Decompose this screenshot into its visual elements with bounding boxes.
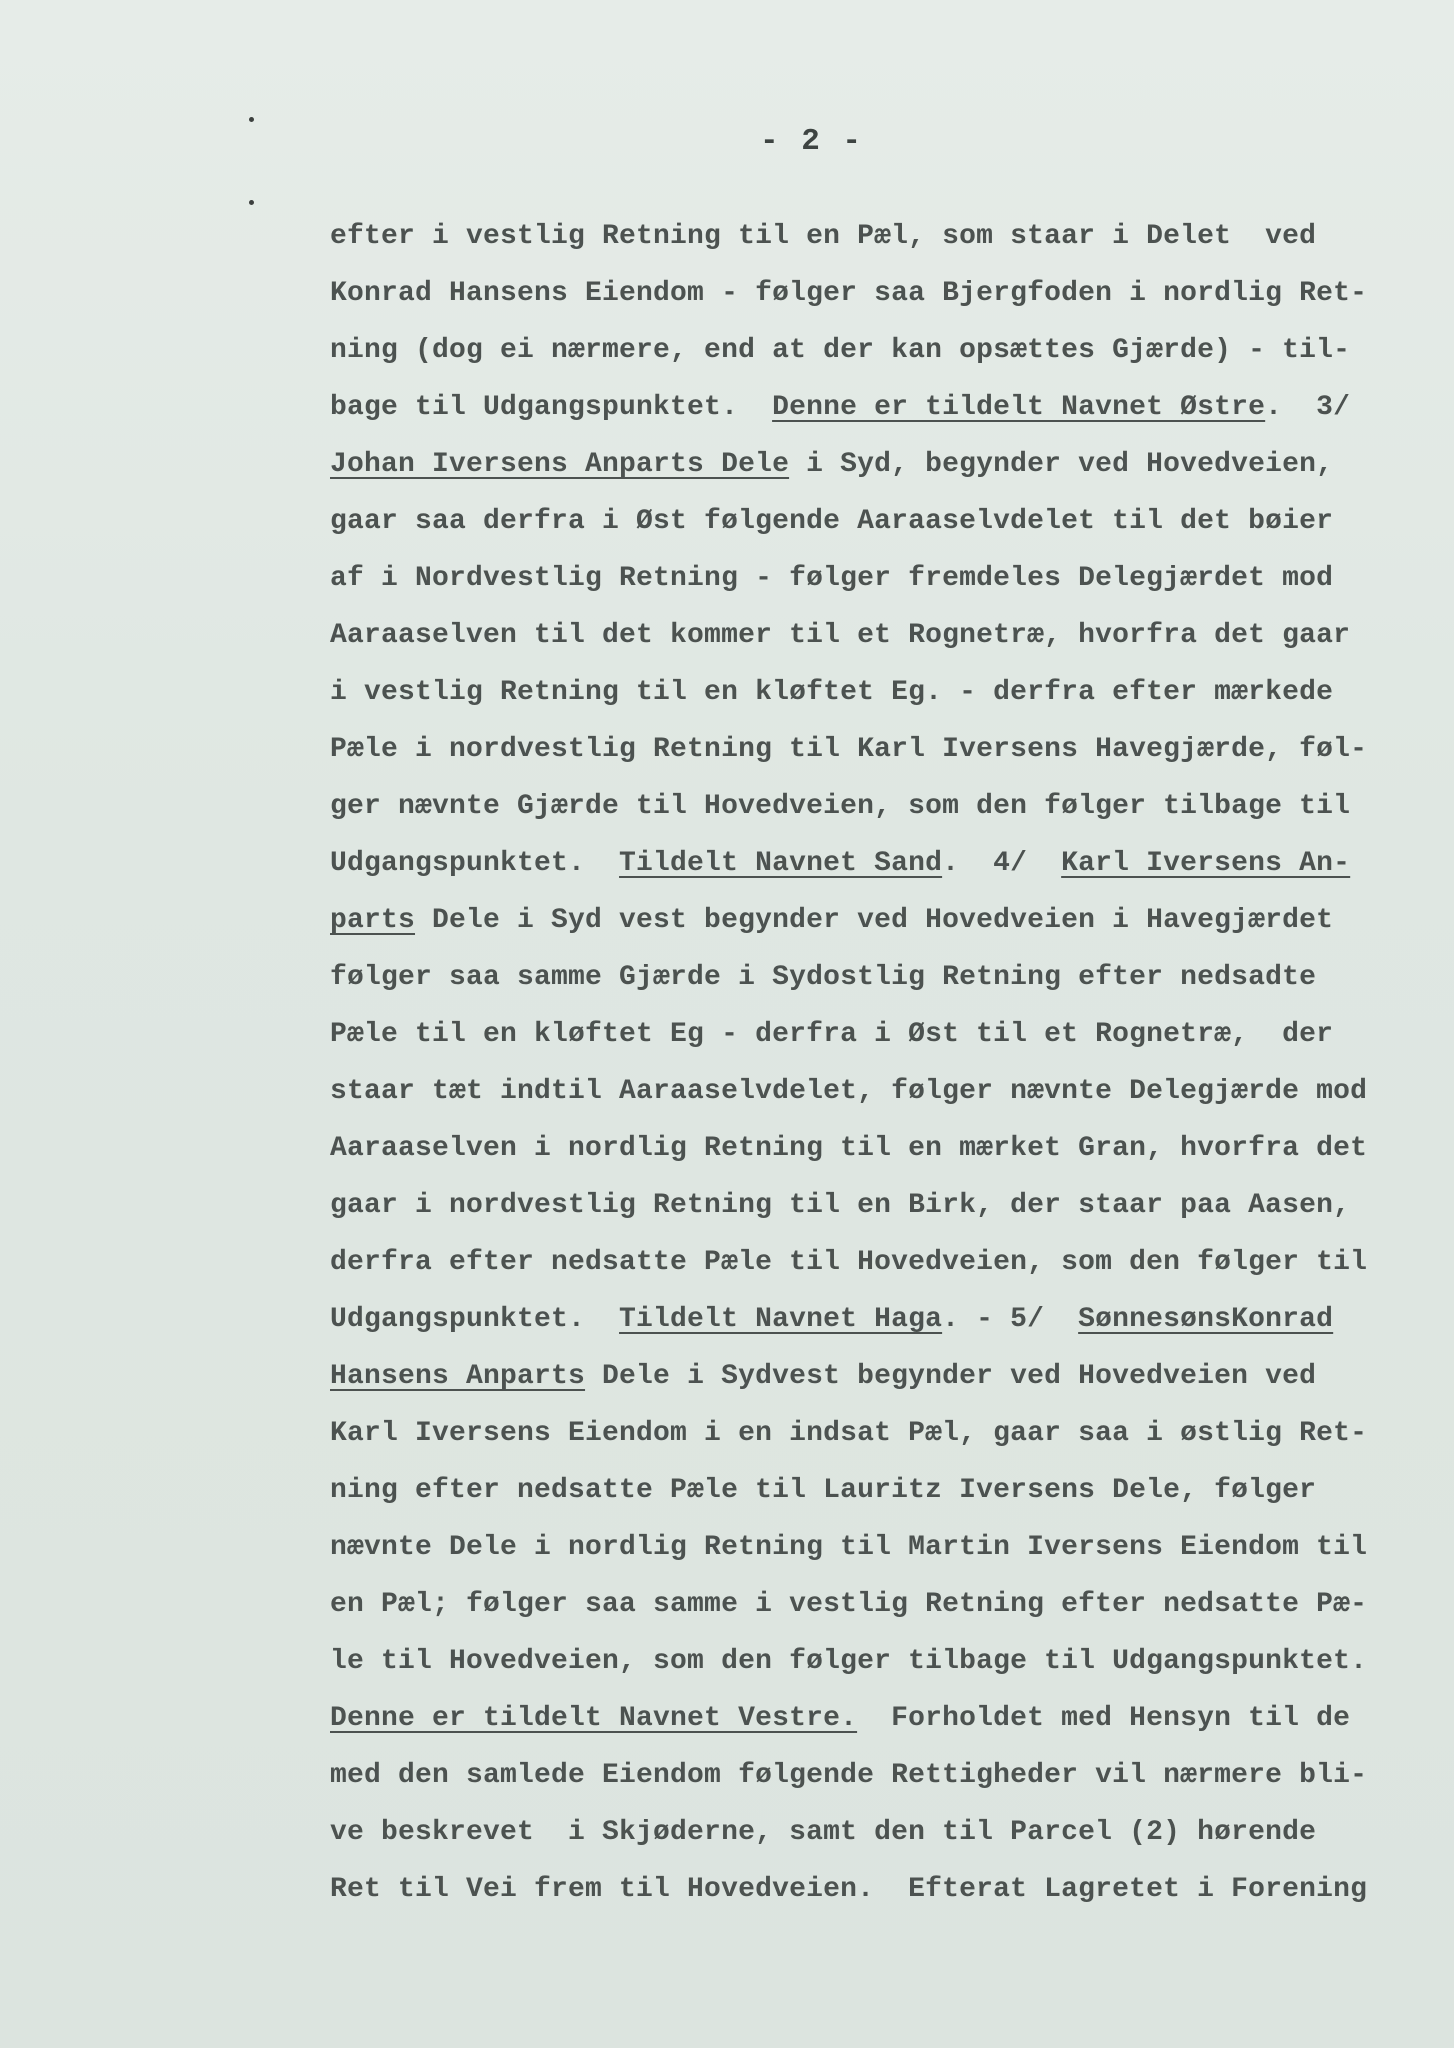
text-line xyxy=(330,664,1410,721)
text-line xyxy=(330,1234,1410,1291)
text-segment: Aaraaselven til det kommer til et Rognetræ, hvorfra det gaar xyxy=(330,620,1351,651)
text-line xyxy=(330,1747,1410,1804)
text-segment: Pæle til en kløftet Eg - derfra i Øst til et Rognetræ, der xyxy=(330,1019,1334,1050)
margin-mark xyxy=(249,200,254,205)
text-segment: ning (dog ei nærmere, end at der kan opsættes Gjærde) - til- xyxy=(330,335,1351,366)
text-line xyxy=(330,1177,1410,1234)
underlined-text: parts xyxy=(330,905,416,936)
text-segment: nævnte Dele i nordlig Retning til Martin Iversens Eiendom til xyxy=(330,1532,1368,1563)
text-segment: Konrad Hansens Eiendom - følger saa Bjergfoden i nordlig Ret- xyxy=(330,278,1368,309)
text-segment: en Pæl; følger saa samme i vestlig Retning efter nedsatte Pæ- xyxy=(330,1589,1368,1620)
text-segment: . 4/ xyxy=(942,848,1062,879)
text-line xyxy=(330,436,1410,493)
text-line xyxy=(330,1690,1410,1747)
text-segment: ve beskrevet i Skjøderne, samt den til Parcel (2) hørende xyxy=(330,1817,1317,1848)
underlined-text: Tildelt Navnet Sand xyxy=(619,848,943,879)
text-line xyxy=(330,1006,1410,1063)
text-line xyxy=(330,1576,1410,1633)
text-line xyxy=(330,1120,1410,1177)
text-line xyxy=(330,1348,1410,1405)
text-segment: Pæle i nordvestlig Retning til Karl Iversens Havegjærde, føl- xyxy=(330,734,1368,765)
body-text xyxy=(330,208,1410,1918)
text-segment: staar tæt indtil Aaraaselvdelet, følger nævnte Delegjærde mod xyxy=(330,1076,1368,1107)
text-segment: bage til Udgangspunktet. xyxy=(330,392,773,423)
text-segment: Dele i Syd vest begynder ved Hovedveien i Havegjærdet xyxy=(415,905,1334,936)
text-segment: . 3/ xyxy=(1265,392,1351,423)
text-segment: Aaraaselven i nordlig Retning til en mærket Gran, hvorfra det xyxy=(330,1133,1368,1164)
text-segment: efter i vestlig Retning til en Pæl, som staar i Delet ved xyxy=(330,221,1317,252)
underlined-text: Johan Iversens Anparts Dele xyxy=(330,449,790,480)
text-line xyxy=(330,208,1410,265)
text-segment: Karl Iversens Eiendom i en indsat Pæl, gaar saa i østlig Ret- xyxy=(330,1418,1368,1449)
page-number: - 2 - xyxy=(760,124,864,159)
text-segment: med den samlede Eiendom følgende Rettigheder vil nærmere bli- xyxy=(330,1760,1368,1791)
text-segment: le til Hovedveien, som den følger tilbage til Udgangspunktet. xyxy=(330,1646,1368,1677)
underlined-text: Tildelt Navnet Haga xyxy=(619,1304,943,1335)
text-line xyxy=(330,607,1410,664)
text-segment: ning efter nedsatte Pæle til Lauritz Iversens Dele, følger xyxy=(330,1475,1317,1506)
text-line xyxy=(330,1405,1410,1462)
underlined-text: Hansens Anparts xyxy=(330,1361,586,1392)
underlined-text: SønnesønsKonrad xyxy=(1078,1304,1334,1335)
text-segment: gaar i nordvestlig Retning til en Birk, der staar paa Aasen, xyxy=(330,1190,1351,1221)
text-line xyxy=(330,493,1410,550)
text-line xyxy=(330,721,1410,778)
text-line xyxy=(330,1063,1410,1120)
text-segment: Forholdet med Hensyn til de xyxy=(857,1703,1351,1734)
text-segment: i vestlig Retning til en kløftet Eg. - derfra efter mærkede xyxy=(330,677,1334,708)
text-line xyxy=(330,1519,1410,1576)
text-line xyxy=(330,892,1410,949)
text-segment: Dele i Sydvest begynder ved Hovedveien ved xyxy=(585,1361,1317,1392)
text-line xyxy=(330,1804,1410,1861)
text-segment: derfra efter nedsatte Pæle til Hovedveien, som den følger til xyxy=(330,1247,1368,1278)
text-line xyxy=(330,379,1410,436)
text-segment: Udgangspunktet. xyxy=(330,848,620,879)
text-segment: Ret til Vei frem til Hovedveien. Efterat Lagretet i Forening xyxy=(330,1874,1368,1905)
text-segment: gaar saa derfra i Øst følgende Aaraaselvdelet til det bøier xyxy=(330,506,1334,537)
text-line xyxy=(330,1633,1410,1690)
text-segment: følger saa samme Gjærde i Sydostlig Retning efter nedsadte xyxy=(330,962,1317,993)
underlined-text: Karl Iversens An- xyxy=(1061,848,1351,879)
text-line xyxy=(330,778,1410,835)
text-segment: af i Nordvestlig Retning - følger fremdeles Delegjærdet mod xyxy=(330,563,1334,594)
margin-mark xyxy=(249,117,254,122)
text-segment: . - 5/ xyxy=(942,1304,1079,1335)
text-line xyxy=(330,1462,1410,1519)
text-segment: i Syd, begynder ved Hovedveien, xyxy=(789,449,1334,480)
text-line xyxy=(330,1291,1410,1348)
text-line xyxy=(330,550,1410,607)
underlined-text: Denne er tildelt Navnet Vestre. xyxy=(330,1703,858,1734)
text-segment: ger nævnte Gjærde til Hovedveien, som den følger tilbage til xyxy=(330,791,1351,822)
text-line xyxy=(330,949,1410,1006)
underlined-text: Denne er tildelt Navnet Østre xyxy=(772,392,1266,423)
text-segment: Udgangspunktet. xyxy=(330,1304,620,1335)
text-line xyxy=(330,322,1410,379)
text-line xyxy=(330,265,1410,322)
text-line xyxy=(330,1861,1410,1918)
text-line xyxy=(330,835,1410,892)
